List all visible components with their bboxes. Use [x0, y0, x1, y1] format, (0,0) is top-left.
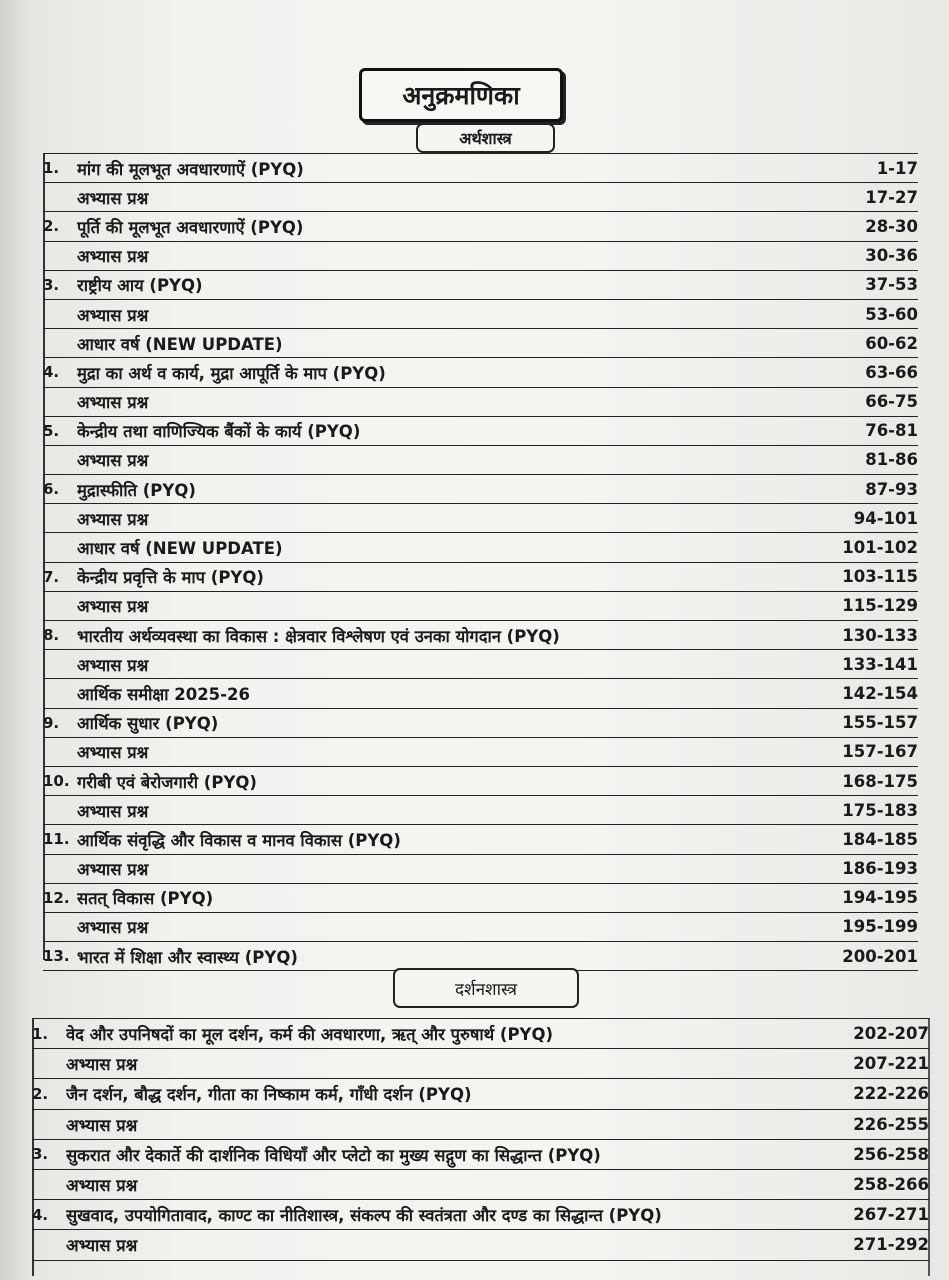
entry-title: अभ्यास प्रश्न	[77, 241, 808, 270]
entry-number	[43, 679, 77, 708]
entry-page-range: 115-129	[808, 591, 918, 620]
toc-entry	[43, 270, 918, 299]
entry-title: अभ्यास प्रश्न	[66, 1049, 819, 1079]
entry-page-range: 101-102	[808, 533, 918, 562]
entry-title: सुकरात और देकार्ते की दार्शनिक विधियाँ और प्लेटो का मुख्य सद्गुण का सिद्धान्त (PYQ)	[66, 1139, 819, 1169]
entry-number	[43, 241, 77, 270]
toc-subentry	[43, 183, 918, 212]
entry-number	[32, 1169, 66, 1199]
entry-page-range: 28-30	[808, 212, 918, 241]
toc-subentry	[43, 650, 918, 679]
entry-page-range: 195-199	[808, 912, 918, 941]
entry-page-range: 168-175	[808, 766, 918, 795]
toc-subentry	[43, 737, 918, 766]
entry-number: 2.	[43, 212, 77, 241]
page-edge-shadow	[0, 0, 32, 1280]
entry-number	[43, 796, 77, 825]
entry-number: 11.	[43, 825, 77, 854]
entry-title: केन्द्रीय प्रवृत्ति के माप (PYQ)	[77, 562, 808, 591]
entry-title: मुद्रा का अर्थ व कार्य, मुद्रा आपूर्ति के माप (PYQ)	[77, 358, 808, 387]
entry-title: भारत में शिक्षा और स्वास्थ्य (PYQ)	[77, 942, 808, 971]
section-heading-philosophy: दर्शनशास्त्र	[393, 968, 579, 1008]
entry-title: आर्थिक संवृद्धि और विकास व मानव विकास (PYQ)	[77, 825, 808, 854]
toc-entry	[43, 766, 918, 795]
toc-subentry	[32, 1049, 929, 1079]
entry-title: आधार वर्ष (NEW UPDATE)	[77, 533, 808, 562]
entry-title: मुद्रास्फीति (PYQ)	[77, 475, 808, 504]
entry-page-range: 87-93	[808, 475, 918, 504]
entry-page-range: 256-258	[819, 1139, 929, 1169]
toc-subentry	[43, 504, 918, 533]
entry-number: 10.	[43, 766, 77, 795]
entry-page-range: 258-266	[819, 1169, 929, 1199]
entry-number: 7.	[43, 562, 77, 591]
entry-number: 1.	[43, 154, 77, 183]
entry-number	[32, 1230, 66, 1260]
entry-page-range: 103-115	[808, 562, 918, 591]
entry-page-range: 200-201	[808, 942, 918, 971]
toc-entry	[32, 1079, 929, 1109]
entry-title: सुखवाद, उपयोगितावाद, काण्ट का नीतिशास्त्र, संकल्प की स्वतंत्रता और दण्ड का सिद्धान्त (PYQ)	[66, 1200, 819, 1230]
entry-title: अभ्यास प्रश्न	[77, 912, 808, 941]
toc-entry	[43, 708, 918, 737]
toc-subentry	[43, 387, 918, 416]
entry-page-range: 226-255	[819, 1109, 929, 1139]
entry-number	[43, 854, 77, 883]
toc-entry	[43, 416, 918, 445]
toc-subentry	[43, 241, 918, 270]
toc-subentry	[43, 329, 918, 358]
entry-title: पूर्ति की मूलभूत अवधारणाऐं (PYQ)	[77, 212, 808, 241]
entry-title: अभ्यास प्रश्न	[77, 737, 808, 766]
entry-title: अभ्यास प्रश्न	[77, 445, 808, 474]
entry-number: 5.	[43, 416, 77, 445]
entry-title: अभ्यास प्रश्न	[66, 1109, 819, 1139]
entry-title: अभ्यास प्रश्न	[77, 854, 808, 883]
entry-number	[43, 591, 77, 620]
entry-page-range: 30-36	[808, 241, 918, 270]
entry-number	[43, 299, 77, 328]
toc-entry	[32, 1200, 929, 1230]
toc-entry	[43, 942, 918, 971]
toc-entry	[43, 825, 918, 854]
toc-subentry	[43, 796, 918, 825]
entry-page-range: 186-193	[808, 854, 918, 883]
toc-entry	[43, 562, 918, 591]
entry-page-range: 94-101	[808, 504, 918, 533]
entry-title: मांग की मूलभूत अवधारणाऐं (PYQ)	[77, 154, 808, 183]
entry-number: 1.	[32, 1019, 66, 1049]
toc-entry	[43, 154, 918, 183]
entry-number: 6.	[43, 475, 77, 504]
toc-subentry	[43, 591, 918, 620]
entry-number	[43, 387, 77, 416]
entry-number	[43, 737, 77, 766]
toc-subentry	[32, 1169, 929, 1199]
section-heading-economics: अर्थशास्त्र	[416, 123, 555, 153]
entry-page-range: 17-27	[808, 183, 918, 212]
entry-page-range: 66-75	[808, 387, 918, 416]
entry-number: 4.	[43, 358, 77, 387]
entry-page-range: 222-226	[819, 1079, 929, 1109]
toc-entry	[43, 883, 918, 912]
toc-table-economics	[43, 153, 918, 971]
entry-number: 8.	[43, 621, 77, 650]
entry-page-range: 157-167	[808, 737, 918, 766]
entry-page-range: 194-195	[808, 883, 918, 912]
entry-title: अभ्यास प्रश्न	[77, 796, 808, 825]
entry-number: 9.	[43, 708, 77, 737]
entry-title: अभ्यास प्रश्न	[77, 299, 808, 328]
entry-page-range: 271-292	[819, 1230, 929, 1260]
entry-page-range: 175-183	[808, 796, 918, 825]
entry-page-range: 142-154	[808, 679, 918, 708]
entry-page-range: 37-53	[808, 270, 918, 299]
entry-page-range: 63-66	[808, 358, 918, 387]
entry-title: अभ्यास प्रश्न	[77, 387, 808, 416]
entry-title: भारतीय अर्थव्यवस्था का विकास : क्षेत्रवार विश्लेषण एवं उनका योगदान (PYQ)	[77, 621, 808, 650]
entry-title: अभ्यास प्रश्न	[77, 591, 808, 620]
entry-number	[43, 183, 77, 212]
entry-title: अभ्यास प्रश्न	[66, 1169, 819, 1199]
entry-number	[43, 533, 77, 562]
entry-number: 4.	[32, 1200, 66, 1230]
entry-title: अभ्यास प्रश्न	[66, 1230, 819, 1260]
entry-page-range: 1-17	[808, 154, 918, 183]
toc-subentry	[43, 679, 918, 708]
entry-page-range: 53-60	[808, 299, 918, 328]
entry-title: आधार वर्ष (NEW UPDATE)	[77, 329, 808, 358]
entry-page-range: 130-133	[808, 621, 918, 650]
entry-number	[43, 912, 77, 941]
toc-subentry	[43, 854, 918, 883]
entry-number: 2.	[32, 1079, 66, 1109]
toc-entry	[32, 1019, 929, 1049]
entry-page-range: 155-157	[808, 708, 918, 737]
entry-number: 12.	[43, 883, 77, 912]
entry-number	[43, 650, 77, 679]
entry-title: अभ्यास प्रश्न	[77, 650, 808, 679]
toc-entry	[43, 475, 918, 504]
entry-number: 13.	[43, 942, 77, 971]
toc-subentry	[43, 912, 918, 941]
entry-title: गरीबी एवं बेरोजगारी (PYQ)	[77, 766, 808, 795]
page-title: अनुक्रमणिका	[359, 68, 563, 122]
entry-number	[43, 445, 77, 474]
toc-entry	[43, 621, 918, 650]
entry-page-range: 133-141	[808, 650, 918, 679]
entry-page-range: 60-62	[808, 329, 918, 358]
toc-entry	[43, 358, 918, 387]
entry-title: सतत् विकास (PYQ)	[77, 883, 808, 912]
toc-entry	[32, 1139, 929, 1169]
toc-entry	[43, 212, 918, 241]
toc-subentry	[43, 533, 918, 562]
entry-number	[32, 1049, 66, 1079]
entry-page-range: 207-221	[819, 1049, 929, 1079]
entry-page-range: 184-185	[808, 825, 918, 854]
entry-number: 3.	[32, 1139, 66, 1169]
toc-subentry	[32, 1109, 929, 1139]
toc-table-philosophy	[32, 1018, 929, 1261]
entry-page-range: 267-271	[819, 1200, 929, 1230]
entry-title: वेद और उपनिषदों का मूल दर्शन, कर्म की अवधारणा, ऋत् और पुरुषार्थ (PYQ)	[66, 1019, 819, 1049]
entry-page-range: 81-86	[808, 445, 918, 474]
toc-subentry	[43, 445, 918, 474]
entry-title: केन्द्रीय तथा वाणिज्यिक बैंकों के कार्य (PYQ)	[77, 416, 808, 445]
entry-number	[43, 329, 77, 358]
entry-title: आर्थिक सुधार (PYQ)	[77, 708, 808, 737]
entry-number	[43, 504, 77, 533]
toc-subentry	[43, 299, 918, 328]
toc-subentry	[32, 1230, 929, 1260]
entry-title: आर्थिक समीक्षा 2025-26	[77, 679, 808, 708]
entry-number: 3.	[43, 270, 77, 299]
entry-title: राष्ट्रीय आय (PYQ)	[77, 270, 808, 299]
entry-number	[32, 1109, 66, 1139]
entry-page-range: 202-207	[819, 1019, 929, 1049]
entry-title: अभ्यास प्रश्न	[77, 504, 808, 533]
entry-title: जैन दर्शन, बौद्ध दर्शन, गीता का निष्काम कर्म, गाँधी दर्शन (PYQ)	[66, 1079, 819, 1109]
entry-page-range: 76-81	[808, 416, 918, 445]
entry-title: अभ्यास प्रश्न	[77, 183, 808, 212]
